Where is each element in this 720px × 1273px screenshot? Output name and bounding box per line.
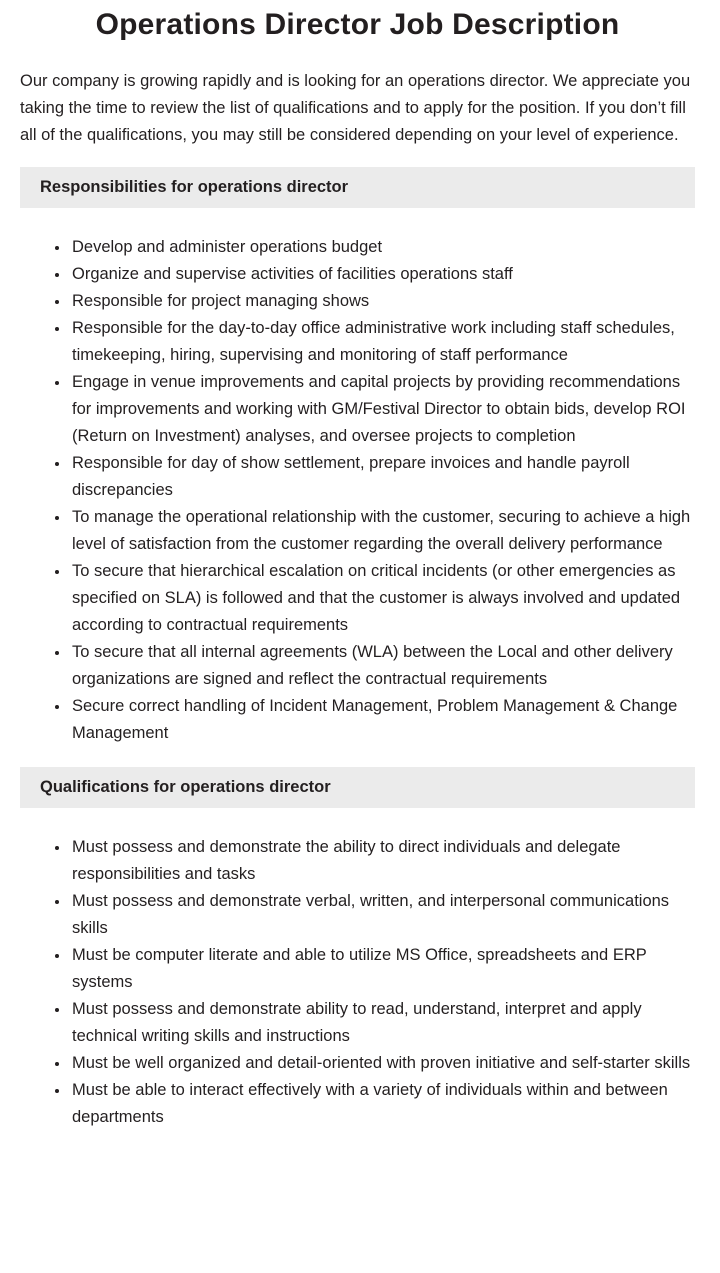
qualification-item: • Must possess and demonstrate verbal, written, and interpersonal communications skills — [70, 888, 695, 942]
responsibility-item: • Responsible for project managing shows — [70, 288, 695, 315]
responsibility-item: • Responsible for the day-to-day office administrative work including staff schedules, timekeeping, hiring, supervising and monitoring of staff performance — [70, 315, 695, 369]
qualification-item: • Must be well organized and detail-oriented with proven initiative and self-starter skills — [70, 1050, 695, 1077]
qualification-item: • Must possess and demonstrate ability to read, understand, interpret and apply technical writing skills and instructions — [70, 996, 695, 1050]
page-title: Operations Director Job Description — [95, 8, 620, 41]
responsibility-item: • To secure that all internal agreements (WLA) between the Local and other delivery organizations are signed and reflect the contractual requirements — [70, 639, 695, 693]
qualifications-section — [20, 767, 695, 1131]
qualifications-heading: Qualifications for operations director — [20, 767, 695, 808]
responsibility-item: • Engage in venue improvements and capital projects by providing recommendations for improvements and working with GM/Festival Director to obtain bids, develop ROI (Return on Investment) analyses, and oversee projects to completion — [70, 369, 695, 450]
responsibility-item: • Secure correct handling of Incident Management, Problem Management & Change Management — [70, 693, 695, 747]
responsibility-item: • To secure that hierarchical escalation on critical incidents (or other emergencies as specified on SLA) is followed and that the customer is always involved and updated according to contractual requirements — [70, 558, 695, 639]
responsibility-item: • Responsible for day of show settlement, prepare invoices and handle payroll discrepancies — [70, 450, 695, 504]
qualification-item: • Must be able to interact effectively with a variety of individuals within and between departments — [70, 1077, 695, 1131]
responsibilities-heading: Responsibilities for operations director — [20, 167, 695, 208]
responsibility-item: • Organize and supervise activities of facilities operations staff — [70, 261, 695, 288]
responsibilities-list — [20, 234, 695, 747]
qualification-item: • Must possess and demonstrate the ability to direct individuals and delegate responsibilities and tasks — [70, 834, 695, 888]
responsibilities-section — [20, 167, 695, 747]
qualifications-list — [20, 834, 695, 1131]
responsibility-item: • Develop and administer operations budget — [70, 234, 695, 261]
responsibility-item: • To manage the operational relationship with the customer, securing to achieve a high level of satisfaction from the customer regarding the overall delivery performance — [70, 504, 695, 558]
job-description-page — [0, 8, 720, 1181]
qualification-item: • Must be computer literate and able to utilize MS Office, spreadsheets and ERP systems — [70, 942, 695, 996]
intro-paragraph: Our company is growing rapidly and is looking for an operations director. We appreciate you taking the time to review the list of qualifications and to apply for the position. If you don’t fill all of the qualifications, you may still be considered depending on your level of experience. — [20, 72, 691, 144]
